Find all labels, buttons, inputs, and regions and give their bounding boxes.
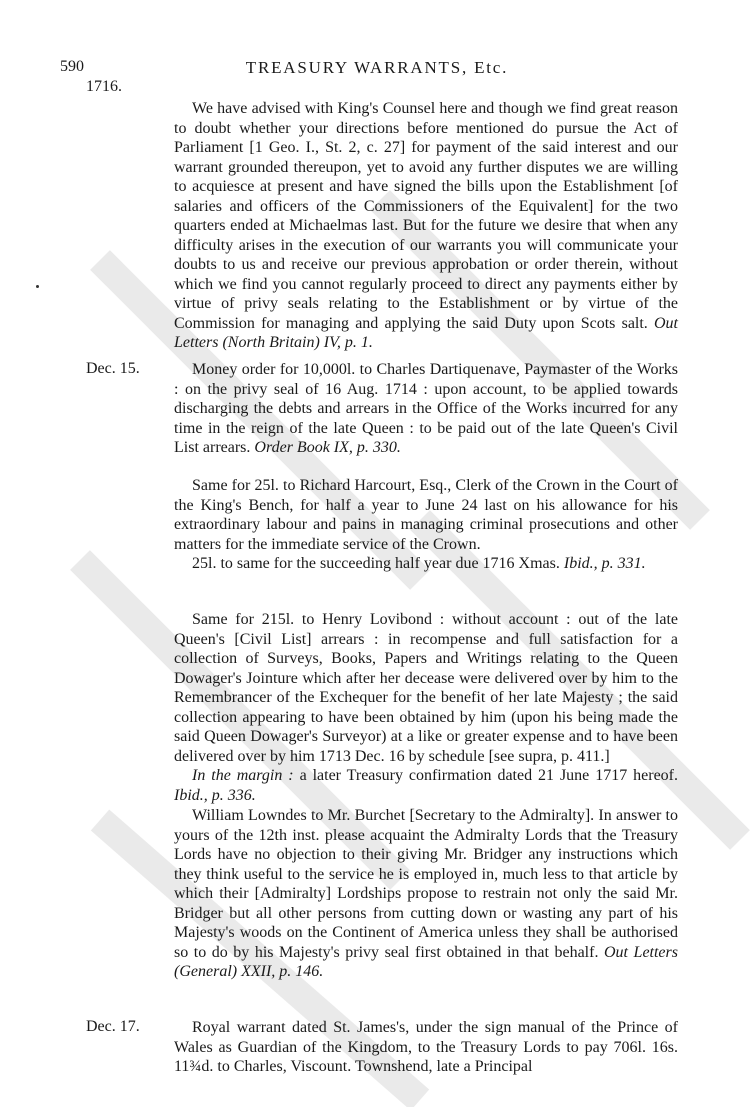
- running-head: TREASURY WARRANTS, Etc.: [245, 58, 509, 77]
- entry-paragraph: 25l. to same for the succeeding half year due 1716 Xmas. Ibid., p. 331.: [192, 555, 646, 572]
- entry-paragraph: Money order for 10,000l. to Charles Dartiquenave, Paymaster of the Works : on the privy seal of 16 Aug. 1714 : upon account, to be applied towards discharging the debts and arrears in the Office of the Works incurred for any time in the reign of the late Queen : to be paid out of the late Queen's Civil List arrears. Order Book IX, p. 330.: [174, 361, 678, 456]
- page-number: 590: [60, 58, 84, 75]
- entry-reference: Ibid., p. 336.: [174, 786, 256, 804]
- entry-reference: Order Book IX, p. 330.: [254, 439, 401, 456]
- margin-date: Dec. 15.: [86, 360, 140, 377]
- margin-date: Dec. 17.: [86, 1018, 140, 1035]
- entry-reference: Out Letters (North Britain) IV, p. 1.: [174, 314, 678, 351]
- entry-reference: Ibid., p. 331.: [563, 555, 646, 572]
- entry-paragraph: William Lowndes to Mr. Burchet [Secretary to the Admiralty]. In answer to yours of the 12th inst. please acquaint the Admiralty Lords that the Treasury Lords have no objection to their giving Mr. Bridger any instructions which they think useful to the service he is employed in, much less to that article by which their [Admiralty] Lordships propose to restrain not only the said Mr. Bridger but all other persons from cutting down or wasting any part of his Majesty's woods on the Continent of America unless they shall be authorised so to do by his Majesty's privy seal first obtained in that behalf. Out Letters (General) XXII, p. 146.: [174, 807, 678, 980]
- entry-paragraph: Royal warrant dated St. James's, under the sign manual of the Prince of Wales as Guardian of the Kingdom, to the Treasury Lords to pay 706l. 16s. 11¾d. to Charles, Viscount. Townshend, late a Principal: [174, 1019, 678, 1075]
- year-margin: 1716.: [86, 78, 122, 95]
- margin-note-text: a later Treasury confirmation dated 21 June 1717 hereof.: [299, 767, 678, 784]
- margin-note-label: In the margin :: [192, 767, 294, 784]
- entry-paragraph: Same for 215l. to Henry Lovibond : without account : out of the late Queen's [Civil List] arrears : in recompense and full satisfaction for a collection of Surveys, Books, Papers and Writings relating to the Queen Dowager's Jointure which after her decease were delivered over by him to the Remembrancer of the Exchequer for the benefit of her late Majesty ; the said collection appearing to have been obtained by him (upon his being made the said Queen Dowager's Surveyor) at a like or greater expense and to have been delivered over by him 1713 Dec. 16 by schedule [see supra, p. 411.] In the margin : a later Treasury confirmation dated 21 June 1717 hereof. Ibid., p. 336.: [174, 611, 678, 804]
- entry-reference: Out Letters (General) XXII, p. 146.: [174, 943, 678, 980]
- margin-dot: [36, 285, 39, 288]
- entry-paragraph: Same for 25l. to Richard Harcourt, Esq., Clerk of the Crown in the Court of the King's Bench, for half a year to June 24 last on his allowance for his extraordinary labour and pains in managing criminal prosecutions and other matters for the immediate service of the Crown.: [174, 477, 678, 553]
- entry-paragraph: We have advised with King's Counsel here and though we find great reason to doubt whether your directions before mentioned do pursue the Act of Parliament [1 Geo. I., St. 2, c. 27] for payment of the said interest and our warrant grounded thereupon, yet to avoid any further disputes we are willing to acquiesce at present and have signed the bills upon the Establishment [of salaries and officers of the Commissioners of the Equivalent] for the two quarters ended at Michaelmas last. But for the future we desire that when any difficulty arises in the execution of our warrants you will communicate your doubts to us and receive our previous approbation or order therein, without which we find you cannot regularly proceed to direct any payments either by virtue of privy seals relating to the Establishment or by virtue of the Commission for managing and applying the said Duty upon Scots salt. Out Letters (North Britain) IV, p. 1.: [174, 100, 678, 351]
